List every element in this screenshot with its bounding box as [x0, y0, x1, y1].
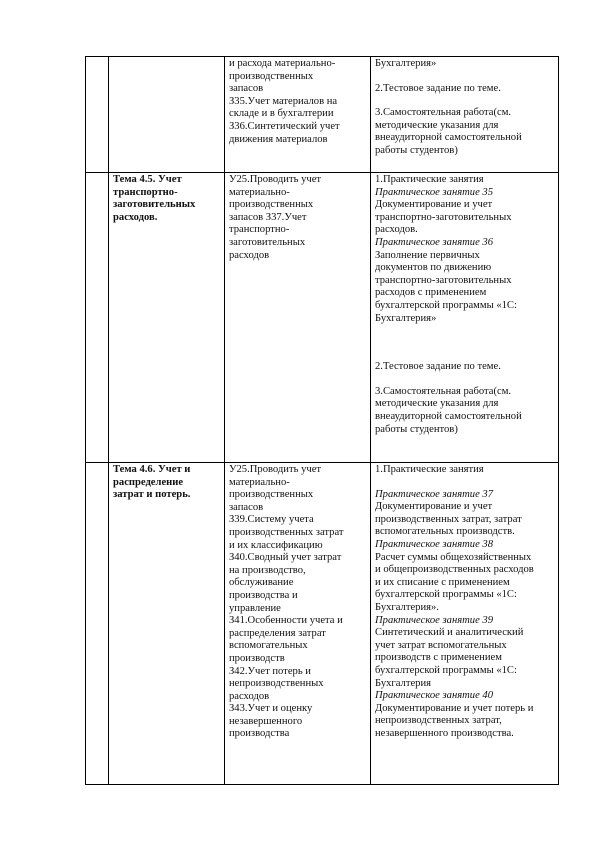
skills-cell — [225, 173, 371, 463]
tasks-line: производственных затрат, затрат — [375, 513, 522, 525]
table-row — [86, 173, 559, 463]
tasks-spacer — [375, 71, 555, 83]
tasks-line: Бухгалтерия» — [375, 58, 437, 69]
skills-line: З42.Учет потерь и — [229, 665, 311, 677]
tasks-line: 2.Тестовое задание по теме. — [375, 82, 501, 94]
skills-line: З40.Сводный учет затрат — [229, 552, 342, 564]
skills-line: производственных — [229, 199, 314, 211]
tasks-line: 3.Самостоятельная работа(см. — [375, 107, 512, 119]
tasks-line: и их списание с применением — [375, 576, 510, 588]
tasks-line: производств с применением — [375, 652, 502, 664]
skills-line: производственных — [229, 489, 314, 501]
skills-cell — [225, 463, 371, 785]
tasks-line: Документирование и учет — [375, 199, 493, 211]
tasks-line: и общепроизводственных расходов — [375, 564, 534, 576]
topic-line: расходов. — [113, 211, 158, 223]
tasks-line: методические указания для — [375, 398, 499, 410]
skills-line: заготовительных — [229, 236, 306, 248]
skills-line: З36.Синтетический учет — [229, 120, 340, 132]
tasks-cell — [371, 173, 559, 463]
tasks-line: Бухгалтерия» — [375, 312, 437, 324]
skills-cell — [225, 57, 371, 173]
table-row — [86, 57, 559, 173]
skills-line: незавершенного — [229, 715, 303, 727]
skills-line: материально- — [229, 476, 290, 488]
tasks-line: Бухгалтерия». — [375, 601, 439, 613]
row-number-cell — [86, 57, 109, 173]
tasks-line: работы студентов) — [375, 423, 458, 435]
tasks-line: 3.Самостоятельная работа(см. — [375, 385, 512, 397]
tasks-line: транспортно-заготовительных — [375, 274, 512, 286]
practical-lesson-title: Практическое занятие 40 — [375, 690, 494, 702]
tasks-line: Документирование и учет — [375, 501, 493, 513]
skills-line: производства — [229, 728, 290, 740]
skills-line: складе и в бухгалтерии — [229, 108, 334, 120]
topic-cell — [109, 173, 225, 463]
skills-line: распределения затрат — [229, 627, 326, 639]
tasks-line: Расчет суммы общехозяйственных — [375, 551, 532, 563]
curriculum-table — [85, 56, 559, 785]
skills-line: и их классификацию — [229, 539, 323, 551]
skills-line: запасов — [229, 501, 264, 513]
tasks-cell — [371, 57, 559, 173]
skills-line: производства и — [229, 589, 298, 601]
topic-line: заготовительных — [113, 199, 196, 211]
table-row — [86, 463, 559, 785]
skills-line: на производство, — [229, 564, 306, 576]
practical-lesson-title: Практическое занятие 38 — [375, 538, 494, 550]
tasks-line: документов по движению — [375, 262, 492, 274]
skills-line: расходов — [229, 249, 270, 261]
row-number-cell — [86, 463, 109, 785]
tasks-spacer — [375, 349, 555, 361]
topic-cell — [109, 57, 225, 173]
tasks-line: Документирование и учет потерь и — [375, 702, 534, 714]
tasks-line: расходов с применением — [375, 287, 487, 299]
skills-line: З41.Особенности учета и — [229, 615, 343, 627]
skills-line: производственных затрат — [229, 526, 344, 538]
practical-lesson-title: Практическое занятие 37 — [375, 488, 494, 500]
skills-line: обслуживание — [229, 577, 294, 589]
tasks-cell — [371, 463, 559, 785]
topic-line: затрат и потерь. — [113, 489, 191, 501]
tasks-line: 1.Практические занятия — [375, 464, 484, 475]
skills-line: З39.Систему учета — [229, 514, 314, 526]
tasks-line: Синтетический и аналитический — [375, 627, 524, 639]
tasks-line: Бухгалтерия — [375, 677, 432, 689]
tasks-line: Заполнение первичных — [375, 249, 480, 261]
skills-line: и расхода материально- — [229, 58, 336, 69]
skills-line: З35.Учет материалов на — [229, 95, 338, 107]
skills-line: управление — [229, 602, 281, 614]
skills-line: расходов — [229, 690, 270, 702]
tasks-line: непроизводственных затрат, — [375, 715, 502, 727]
skills-line: З43.Учет и оценку — [229, 703, 313, 715]
tasks-line: транспортно-заготовительных — [375, 211, 512, 223]
tasks-line: незавершенного производства. — [375, 727, 514, 739]
tasks-line: вспомогательных производств. — [375, 526, 515, 538]
topic-line: Тема 4.6. Учет и — [113, 464, 191, 475]
row-number-cell — [86, 173, 109, 463]
skills-line: запасов З37.Учет — [229, 211, 307, 223]
tasks-line: 1.Практические занятия — [375, 174, 484, 185]
tasks-line: расходов. — [375, 224, 418, 236]
practical-lesson-title: Практическое занятие 35 — [375, 186, 494, 198]
tasks-line: внеаудиторной самостоятельной — [375, 132, 522, 144]
tasks-line: 2.Тестовое задание по теме. — [375, 361, 501, 373]
tasks-line: учет затрат вспомогательных — [375, 639, 507, 651]
tasks-line: бухгалтерской программы «1С: — [375, 664, 517, 676]
practical-lesson-title: Практическое занятие 36 — [375, 236, 494, 248]
skills-line: материально- — [229, 186, 290, 198]
topic-line: распределение — [113, 476, 184, 488]
skills-line: производственных — [229, 70, 314, 82]
skills-line: непроизводственных — [229, 678, 324, 690]
tasks-spacer — [375, 477, 555, 489]
tasks-line: бухгалтерской программы «1С: — [375, 589, 517, 601]
tasks-line: внеаудиторной самостоятельной — [375, 410, 522, 422]
skills-line: вспомогательных — [229, 640, 308, 652]
tasks-line: работы студентов) — [375, 144, 458, 156]
skills-line: У25.Проводить учет — [229, 464, 322, 475]
topic-cell — [109, 463, 225, 785]
tasks-spacer — [375, 374, 555, 386]
skills-line: производств — [229, 652, 285, 664]
practical-lesson-title: Практическое занятие 39 — [375, 614, 494, 626]
topic-line: Тема 4.5. Учет — [113, 174, 182, 185]
skills-line: транспортно- — [229, 224, 290, 236]
tasks-spacer — [375, 95, 555, 107]
skills-line: У25.Проводить учет — [229, 174, 322, 185]
tasks-spacer — [375, 325, 555, 349]
skills-line: движения материалов — [229, 133, 328, 145]
tasks-line: методические указания для — [375, 119, 499, 131]
skills-line: запасов — [229, 83, 264, 95]
topic-line: транспортно- — [113, 186, 178, 198]
tasks-line: бухгалтерской программы «1С: — [375, 299, 517, 311]
